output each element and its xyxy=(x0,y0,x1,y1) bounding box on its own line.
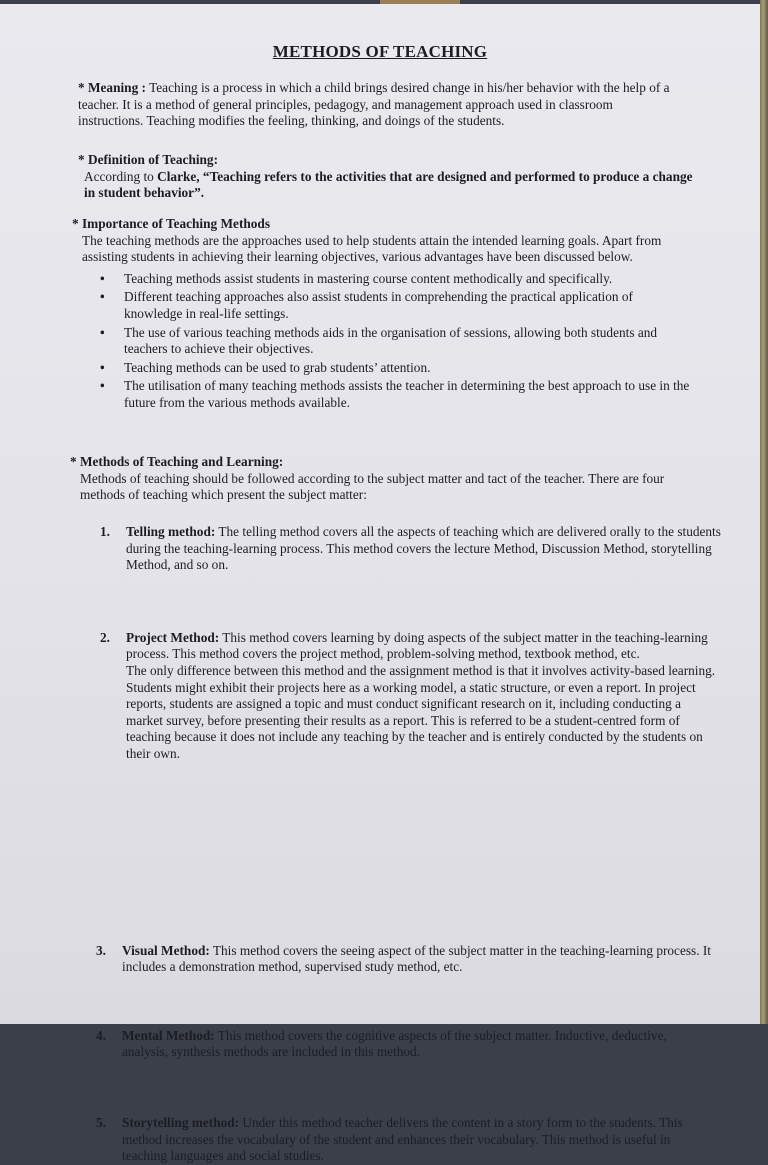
definition-paragraph xyxy=(78,169,702,202)
list-item: • The use of various teaching methods aids in the organisation of sessions, allowing both students and teachers to achieve their objectives. xyxy=(98,325,694,358)
method-text: This method covers learning by doing aspects of the subject matter in the teaching-learning process. This method covers the project method, problem-solving method, textbook method, etc. xyxy=(126,629,708,662)
item-number: 5. xyxy=(96,1114,106,1130)
page-edge xyxy=(760,0,768,1024)
definition-section xyxy=(78,152,702,202)
list-item: • Different teaching approaches also assist students in comprehending the practical application of knowledge in real-life settings. xyxy=(98,289,694,322)
asterisk-icon: * xyxy=(78,80,85,95)
asterisk-icon: * xyxy=(72,216,79,231)
list-item xyxy=(96,943,712,976)
method-name: Project Method: xyxy=(126,629,220,645)
item-number: 1. xyxy=(100,524,110,539)
methods-intro: Methods of teaching should be followed according to the subject matter and tact of the teacher. There are four methods of teaching which present the subject matter: xyxy=(80,470,665,503)
method-text: This method covers the cognitive aspects of the subject matter. Inductive, deductive, analysis, synthesis methods are included in this method. xyxy=(122,1027,667,1060)
item-number: 3. xyxy=(96,942,106,958)
list-item xyxy=(96,1115,712,1165)
list-item xyxy=(100,630,720,763)
importance-heading-line xyxy=(72,216,694,233)
method-extra-text: The only difference between this method and the assignment method is that it involves activity-based learning. Students might exhibit their projects here as a working model, a static structure, or even a report. In project reports, students are assigned a topic and must conduct significant research on it, including conducting a market survey, before presenting their results as a report. This is referred to be a student-centred form of teaching because it does not include any teaching by the teacher and is entirely conducted by the students on their own. xyxy=(126,662,716,761)
method-name: Visual Method: xyxy=(122,942,210,958)
page-title: METHODS OF TEACHING xyxy=(272,42,488,61)
meaning-paragraph xyxy=(78,80,678,130)
methods-heading-line xyxy=(70,454,702,471)
importance-intro: The teaching methods are the approaches used to help students attain the intended learning goals. Apart from assisting students in achieving their learning objectives, various advantages have been discussed below. xyxy=(82,232,662,265)
asterisk-icon: * xyxy=(78,152,85,167)
methods-heading: Methods of Teaching and Learning: xyxy=(79,454,284,469)
meaning-text: Teaching is a process in which a child brings desired change in his/her behavior with the help of a teacher. It is a method of general principles, pedagogy, and management approach used in classroom instructions. Teaching modifies the feeling, thinking, and doings of the students. xyxy=(78,80,670,129)
list-item xyxy=(100,524,726,574)
document-page xyxy=(0,4,760,1164)
meaning-section xyxy=(78,80,678,130)
method-text: Under this method teacher delivers the content in a story form to the students. This method increases the vocabulary of the student and enhances their vocabulary. This method is useful in teaching languages and social studies. xyxy=(122,1114,683,1164)
importance-section xyxy=(72,216,694,414)
list-item xyxy=(96,1028,712,1061)
method-text: The telling method covers all the aspects of teaching which are delivered orally to the students during the teaching-learning process. This method covers the lecture Method, Discussion Method, storytelling Method, and so on. xyxy=(126,524,721,573)
definition-author: Clarke, xyxy=(157,168,200,184)
item-number: 4. xyxy=(96,1027,106,1043)
method-name: Storytelling method: xyxy=(122,1114,240,1130)
item-number: 2. xyxy=(100,629,110,645)
method-name: Mental Method: xyxy=(122,1027,215,1043)
list-item: • The utilisation of many teaching methods assists the teacher in determining the best approach to use in the future from the various methods available. xyxy=(98,378,694,411)
definition-heading: Definition of Teaching: xyxy=(87,152,219,167)
asterisk-icon: * xyxy=(70,454,77,469)
meaning-heading: Meaning : xyxy=(87,80,146,95)
importance-heading: Importance of Teaching Methods xyxy=(81,216,270,231)
definition-quote: “Teaching refers to the activities that are designed and performed to produce a change in student behavior”. xyxy=(84,168,693,201)
list-item: • Teaching methods can be used to grab students’ attention. xyxy=(98,360,694,377)
method-text: This method covers the seeing aspect of the subject matter in the teaching-learning process. It includes a demonstration method, supervised study method, etc. xyxy=(122,942,711,975)
method-name: Telling method: xyxy=(126,524,216,539)
definition-heading-line xyxy=(78,152,702,169)
methods-section xyxy=(70,454,702,504)
list-item: • Teaching methods assist students in mastering course content methodically and specifically. xyxy=(98,271,694,288)
definition-intro: According to xyxy=(84,168,154,184)
importance-list xyxy=(98,271,694,412)
